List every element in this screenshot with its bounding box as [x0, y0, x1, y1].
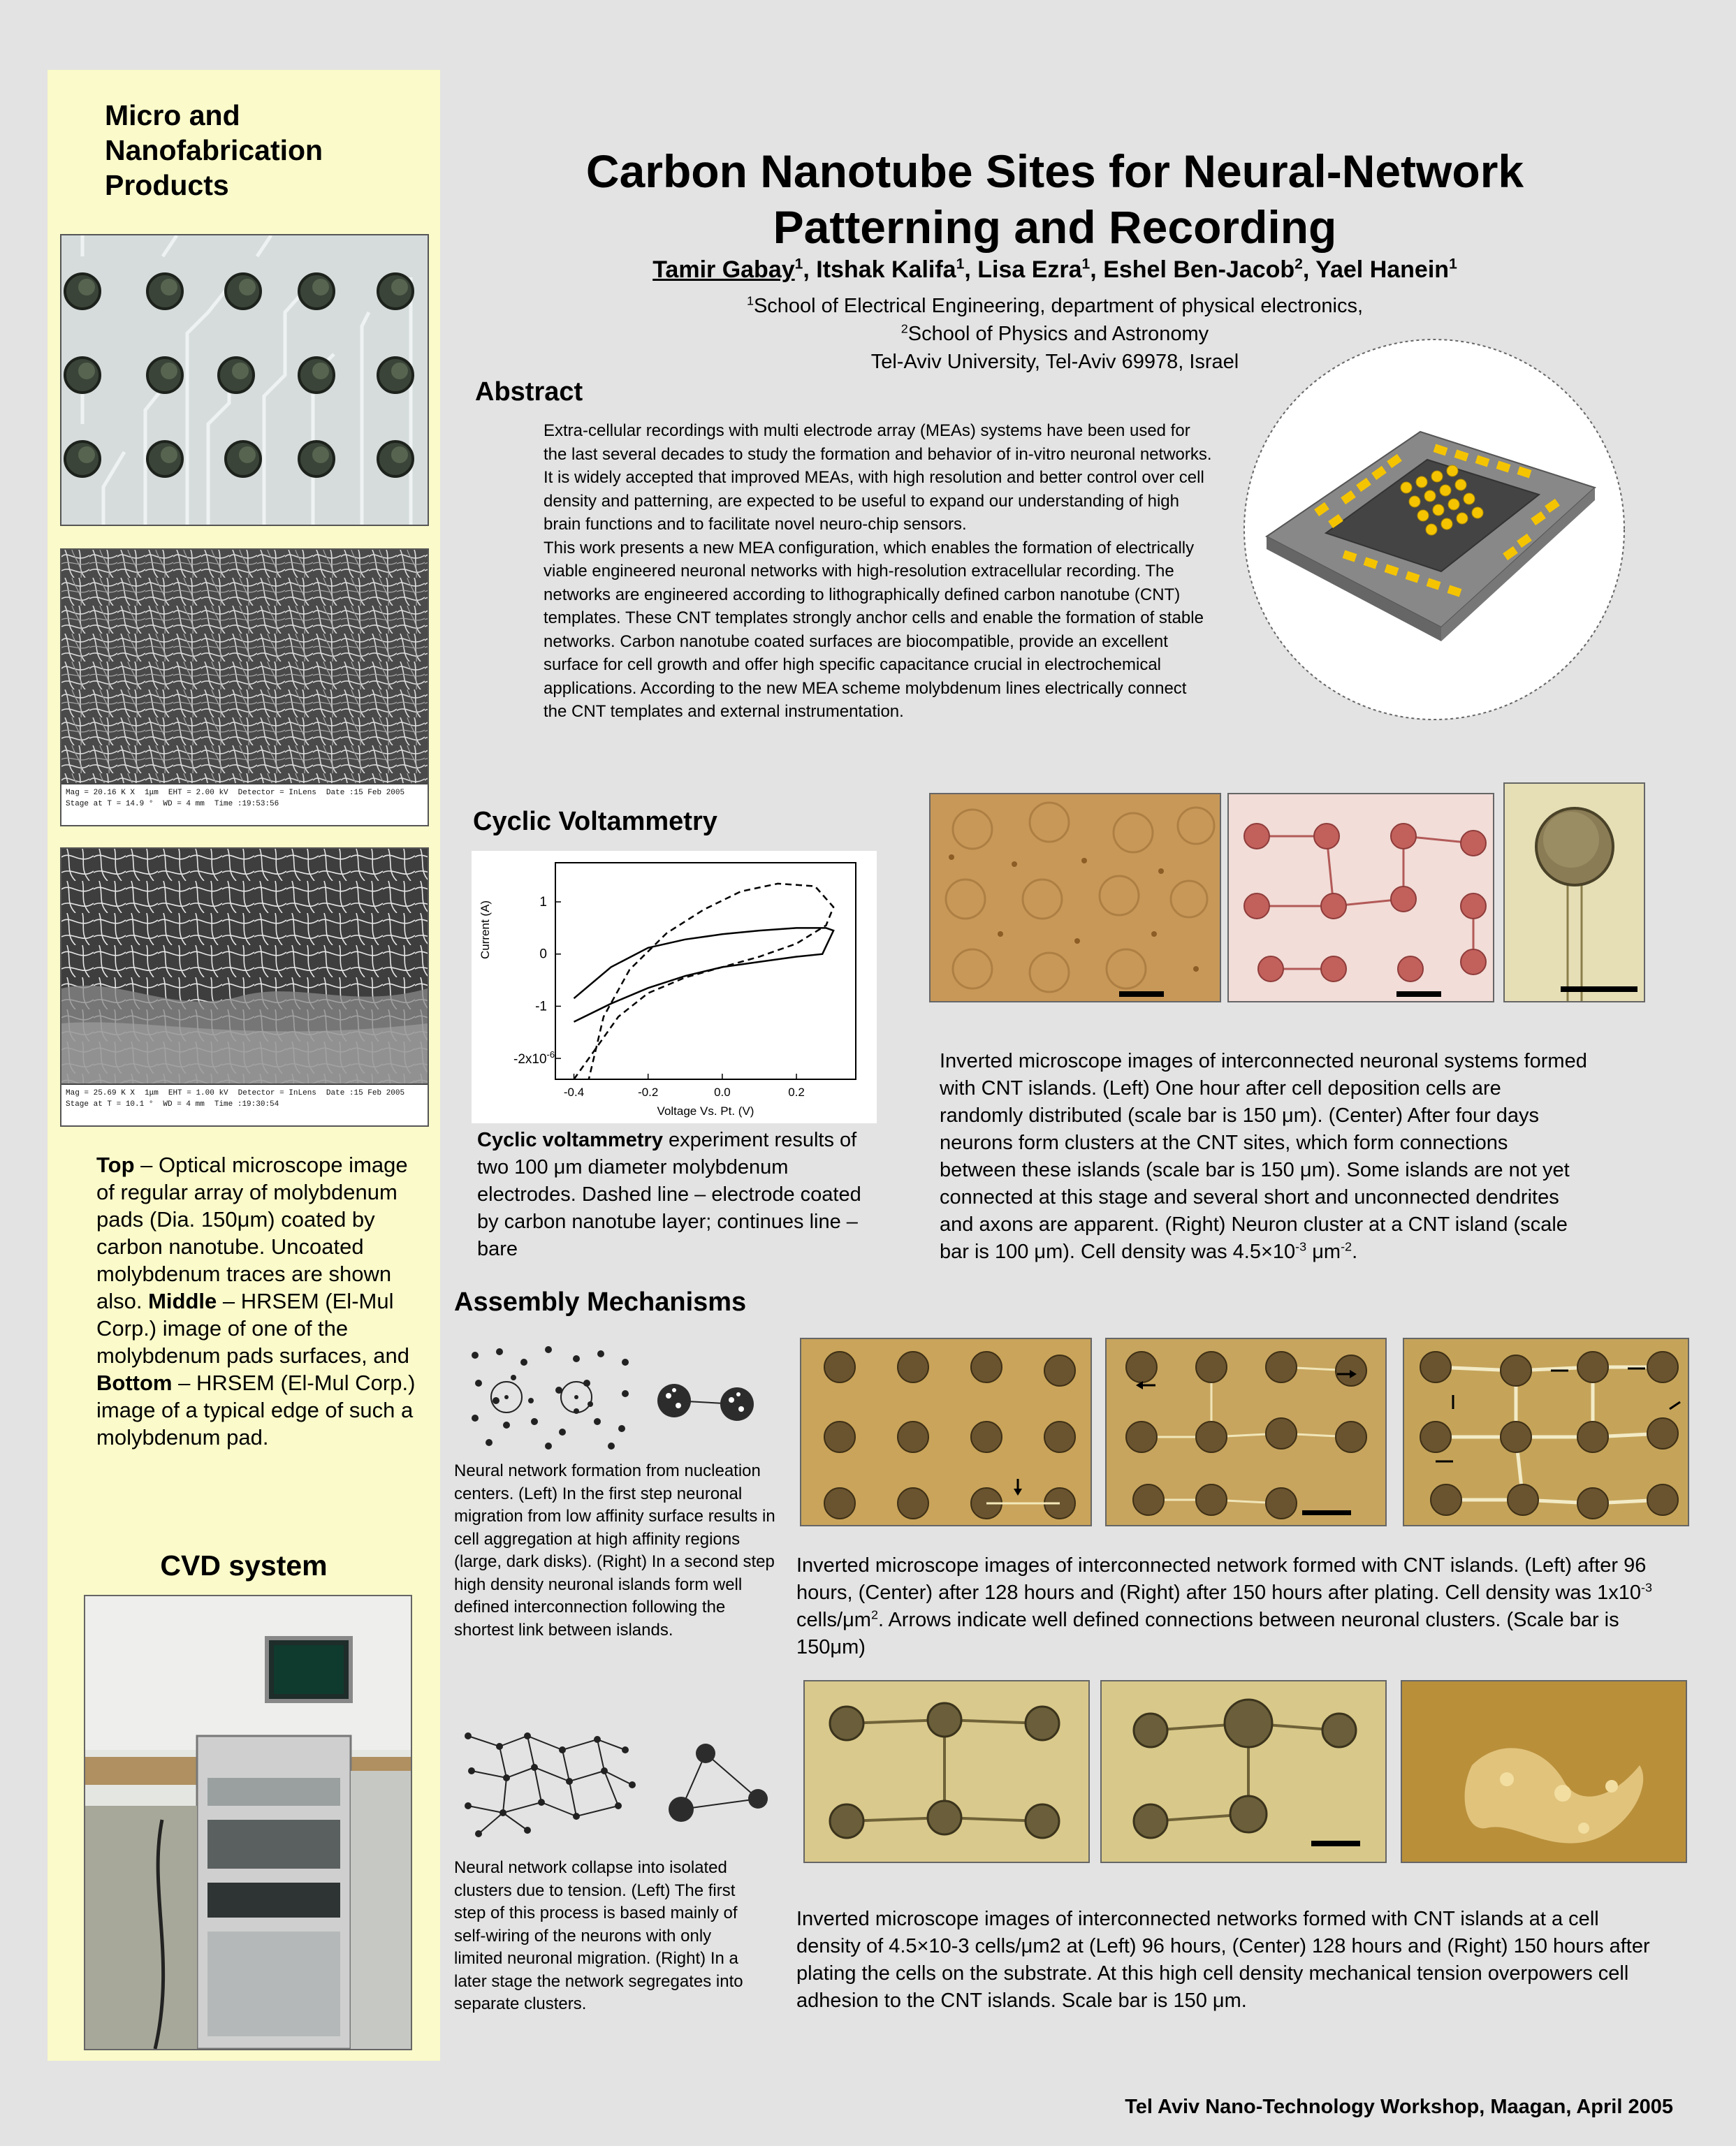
cv-x-tick-label: -0.2 — [638, 1086, 659, 1099]
sem-bottom-image — [60, 847, 429, 1127]
author-name: Itshak Kalifa$^1$ — [816, 256, 965, 283]
network-128h-image — [1105, 1338, 1387, 1526]
highdensity-96h-image — [803, 1680, 1090, 1863]
abstract-title: Abstract — [475, 377, 583, 407]
highdensity-128h-image — [1100, 1680, 1387, 1863]
author-name: Yael Hanein$^1$ — [1315, 256, 1457, 283]
cv-title: Cyclic Voltammetry — [473, 807, 717, 836]
affiliations: $^1$School of Electrical Engineering, department of physical electronics, $^2$School of Physics and Astronomy Tel-Aviv University, Tel-Aviv 69978, Israel — [746, 293, 1364, 373]
cv-ylabel: Current (A) — [479, 900, 492, 959]
poster-title: Carbon Nanotube Sites for Neural-Network Patterning and Recording — [585, 145, 1524, 253]
cv-x-tick-label: 0.0 — [714, 1086, 731, 1099]
cv-caption: Cyclic voltammetry experiment results of two 100 μm diameter molybdenum electrodes. Dashed line – electrode coated by carbon nanotube layer; continues line – bare — [477, 1129, 861, 1260]
sem-bottom-info: Mag = 25.69 K X 1μm EHT = 1.00 kV Detector = InLens Date :15 Feb 2005 Stage at T = 10.1 ° WD = 4 mm Time :19:30:54 — [61, 1083, 428, 1125]
footer: Tel Aviv Nano-Technology Workshop, Maagan, April 2005 — [1125, 2096, 1673, 2118]
cv-x-tick-label: 0.2 — [788, 1086, 805, 1099]
cv-y-tick-label: 1 — [539, 895, 547, 910]
sem-middle-info: Mag = 20.16 K X 1μm EHT = 2.00 kV Detector = InLens Date :15 Feb 2005 Stage at T = 14.9 ° WD = 4 mm Time :19:53:56 — [61, 783, 428, 825]
nucleation-diagram — [465, 1341, 786, 1460]
cells-center-image — [1227, 793, 1494, 1002]
cells-caption: Inverted microscope images of interconnected neuronal systems formed with CNT islands. (Left) One hour after cell deposition cells are randomly distributed (scale bar is 150 μm). (Center) After four days neurons form clusters at the CNT sites, which form connections between these islands (scale bar is 150 μm). Some islands are not yet connected at this stage and several short and unconnected dendrites and axons are apparent. (Right) Neuron cluster at a CNT island (scale bar is 100 μm). Cell density was $4.5\times 10^{-3}$ $\mu m^{-2}$. — [940, 1050, 1587, 1263]
abstract-body: Extra-cellular recordings with multi electrode array (MEAs) systems have been used for the last several decades to study the formation and behavior of in-vitro neuronal networks. It is widely accepted that improved MEAs, with high resolution and better control over cell density and patterning, are expected to be useful to expand our understanding of high brain functions and to facilitate novel neuro-chip sensors. This work presents a new MEA configuration, which enables the formation of electrically viable engineered neuronal networks with high-resolution extracellular recording. The networks are engineered according to lithographically defined carbon nanotube (CNT) templates. These CNT templates strongly anchor cells and enable the formation of stable networks. Carbon nanotube coated surfaces are biocompatible, provide an excellent surface for cell growth and offer high specific capacitance crucial in electrochemical applications. According to the new MEA scheme molybdenum lines electrically connect the CNT templates and external instrumentation. — [544, 421, 1212, 721]
optical-pads-image — [60, 234, 429, 526]
sidebar-caption: Top – Optical microscope image of regular array of molybdenum pads (Dia. 150μm) coated by carbon nanotube. Uncoated molybdenum traces are shown also. Middle – HRSEM (El-Mul Corp.) image of one of the molybdenum pads surfaces, and Bottom – HRSEM (El-Mul Corp.) image of a typical edge of such a molybdenum pad. — [96, 1153, 416, 1450]
cv-x-tick-label: -0.4 — [563, 1086, 585, 1099]
cvd-system-title: CVD system — [160, 1549, 328, 1582]
assembly-text-1: Neural network formation from nucleation centers. (Left) In the first step neuronal migration from low affinity surface results in cell aggregation at high affinity regions (large, dark disks). (Right) In a second step high density neuronal islands form well defined interconnection following the shortest link between islands. — [454, 1461, 775, 1640]
cv-y-tick-label: 0 — [539, 947, 547, 962]
cv-y-exponent: $-2x10^{-6}$ — [513, 1049, 555, 1067]
sidebar-title: Micro and Nanofabrication Products — [105, 99, 323, 201]
cv-series-cnt-coated — [574, 884, 834, 1079]
cv-y-tick-label: -1 — [535, 999, 547, 1014]
sem-middle-image — [60, 548, 429, 826]
author-name: Lisa Ezra$^1$ — [977, 256, 1091, 283]
collapse-diagram — [458, 1722, 786, 1841]
author-name: Eshel Ben-Jacob$^2$ — [1103, 256, 1303, 283]
cells-left-image — [929, 793, 1221, 1002]
cv-chart — [472, 851, 877, 1123]
network-150h-image — [1403, 1338, 1689, 1526]
assembly-text-2: Neural network collapse into isolated clusters due to tension. (Left) The first step of this process is based mainly of self-wiring of the neurons with only limited neuronal migration. (Right) In a later stage the network segregates into separate clusters. — [454, 1858, 743, 2013]
assembly-title: Assembly Mechanisms — [454, 1287, 747, 1317]
cv-chart-svg — [472, 851, 877, 1123]
mea-chip-diagram — [1239, 334, 1630, 725]
highdensity-150h-image — [1401, 1680, 1687, 1863]
cells-right-image — [1503, 782, 1645, 1002]
cvd-system-photo — [84, 1595, 412, 2050]
author-list: Tamir Gabay$^1$, Itshak Kalifa$^1$, Lisa Ezra$^1$, Eshel Ben-Jacob$^2$, Yael Hanein$^1$ — [652, 256, 1457, 283]
network-caption-2: Inverted microscope images of interconnected networks formed with CNT islands at a cell density of 4.5×10-3 cells/μm2 at (Left) 96 hours, (Center) 128 hours and (Right) 150 hours after plating the cells on the substrate. At this high cell density mechanical tension overpowers cell adhesion to the CNT islands. Scale bar is 150 μm. — [796, 1908, 1650, 2012]
cv-series-bare — [574, 928, 834, 1021]
network-caption-1: Inverted microscope images of interconnected network formed with CNT islands. (Left) after 96 hours, (Center) after 128 hours and (Right) after 150 hours after plating. Cell density was $1x10^{-3}$ cells/$\mu m^2$. Arrows indicate well defined connections between neuronal clusters. (Scale bar is 150μm) — [796, 1554, 1652, 1658]
network-96h-image — [800, 1338, 1092, 1526]
cv-xlabel: Voltage Vs. Pt. (V) — [657, 1104, 754, 1118]
author-name: Tamir Gabay$^1$ — [652, 256, 803, 283]
